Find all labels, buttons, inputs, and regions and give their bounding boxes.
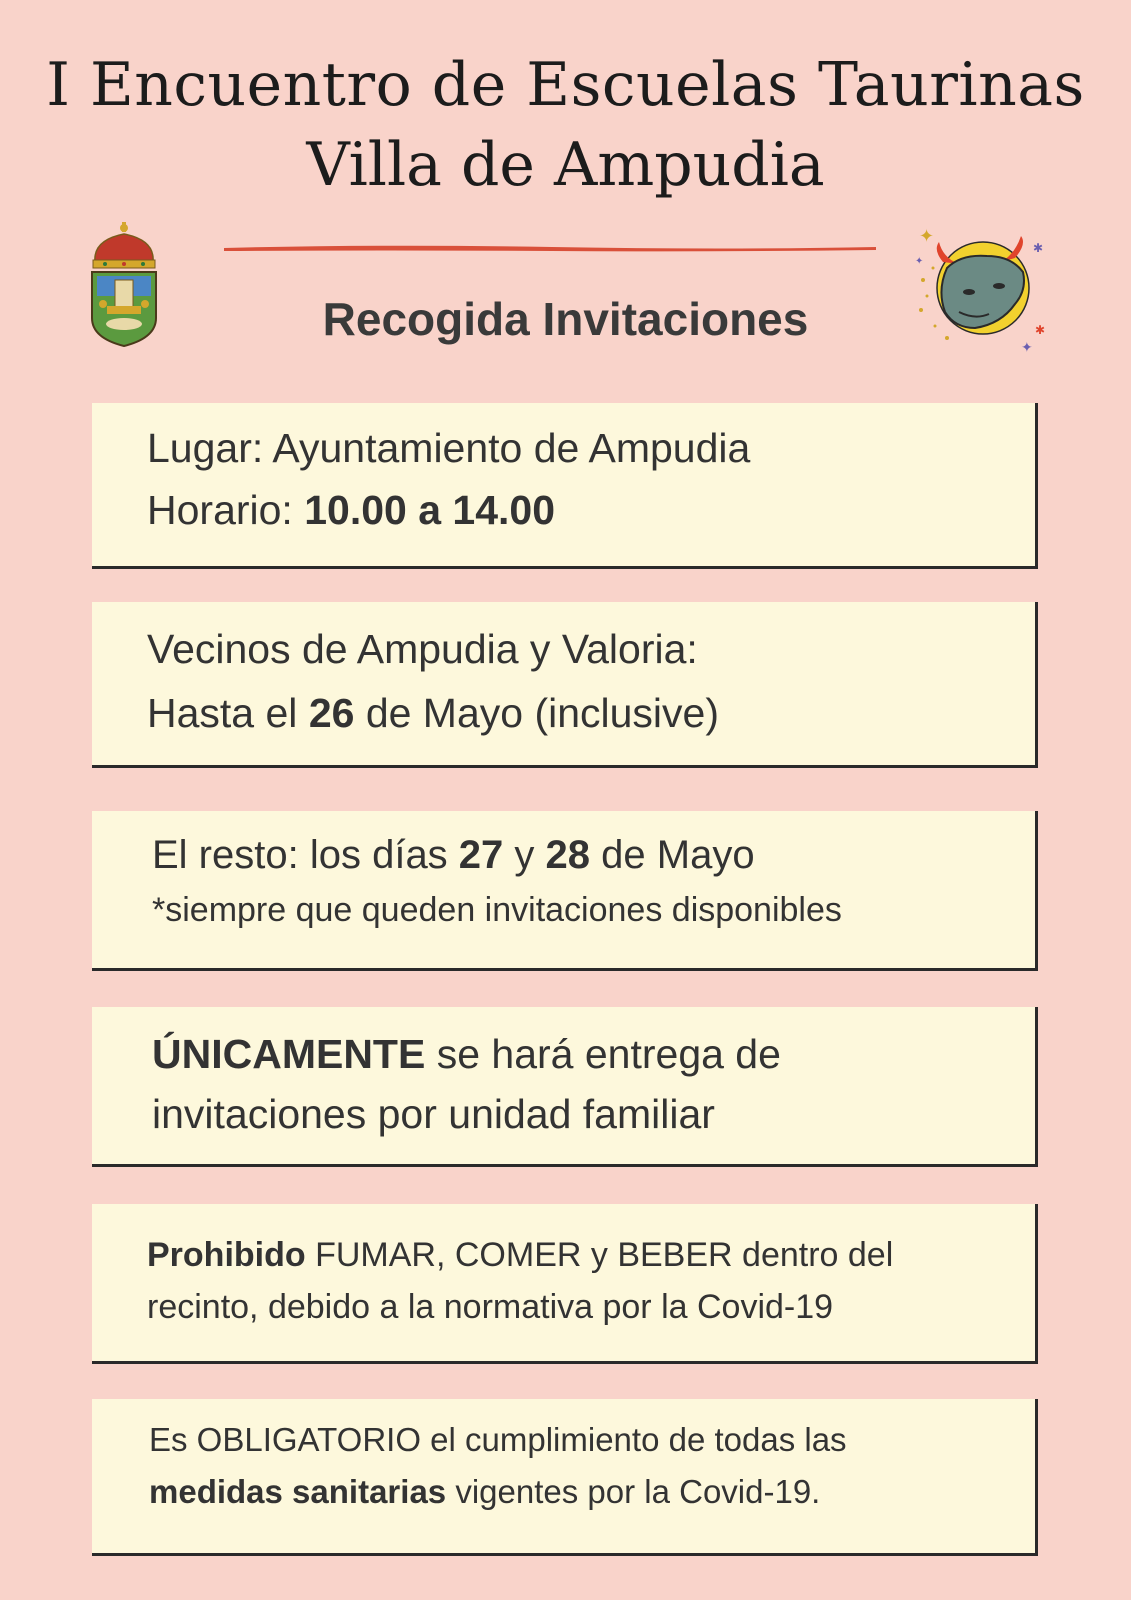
resto-day-2: 28 — [545, 833, 591, 877]
resto-day-1: 27 — [458, 833, 504, 877]
svg-text:✦: ✦ — [915, 256, 924, 267]
info-card-lugar — [92, 403, 1038, 569]
info-card-vecinos — [92, 602, 1038, 768]
obligatorio-rest: vigentes por la Covid-19. — [446, 1473, 821, 1510]
svg-text:✦: ✦ — [919, 228, 935, 247]
poster-title-line1: I Encuentro de Escuelas Taurinas — [46, 50, 1085, 120]
resto-prefix: El resto: los días — [152, 833, 459, 877]
horario-text — [147, 487, 555, 534]
unicamente-emphasis: ÚNICAMENTE — [152, 1031, 426, 1077]
horario-label: Horario: — [147, 487, 305, 533]
prohibido-emphasis: Prohibido — [147, 1236, 306, 1274]
poster-title-line2: Villa de Ampudia — [306, 130, 825, 200]
resto-month: de Mayo — [590, 833, 755, 877]
section-subtitle: Recogida Invitaciones — [322, 293, 809, 345]
svg-text:✱: ✱ — [1035, 323, 1046, 337]
unicamente-line1 — [152, 1031, 781, 1078]
info-card-prohibido — [92, 1204, 1038, 1364]
obligatorio-line1: Es OBLIGATORIO el cumplimiento de todas las — [149, 1421, 847, 1458]
horario-time: 10.00 a 14.00 — [304, 487, 556, 533]
deadline-prefix: Hasta el — [147, 690, 309, 736]
resto-note: *siempre que queden invitaciones disponibles — [152, 891, 842, 929]
info-card-obligatorio — [92, 1399, 1038, 1556]
resto-and: y — [503, 833, 546, 877]
divider-line — [222, 242, 878, 254]
svg-text:✦: ✦ — [1021, 340, 1033, 356]
vecinos-text: Vecinos de Ampudia y Valoria: — [147, 626, 698, 672]
unicamente-rest: se hará entrega de — [425, 1031, 781, 1077]
resto-dates — [152, 833, 755, 878]
prohibido-line2: recinto, debido a la normativa por la Covid-19 — [147, 1288, 834, 1326]
info-card-unicamente — [92, 1007, 1038, 1167]
obligatorio-emphasis: medidas sanitarias — [149, 1473, 447, 1510]
unicamente-line2: invitaciones por unidad familiar — [152, 1091, 715, 1137]
vecinos-deadline — [147, 690, 719, 737]
deadline-day: 26 — [308, 690, 355, 736]
obligatorio-line2 — [149, 1473, 820, 1511]
info-card-resto — [92, 811, 1038, 971]
deadline-suffix: de Mayo (inclusive) — [354, 690, 719, 736]
prohibido-line1 — [147, 1236, 893, 1275]
svg-text:✱: ✱ — [1033, 241, 1044, 255]
lugar-text: Lugar: Ayuntamiento de Ampudia — [147, 425, 751, 471]
prohibido-rest: FUMAR, COMER y BEBER dentro del — [305, 1236, 894, 1274]
